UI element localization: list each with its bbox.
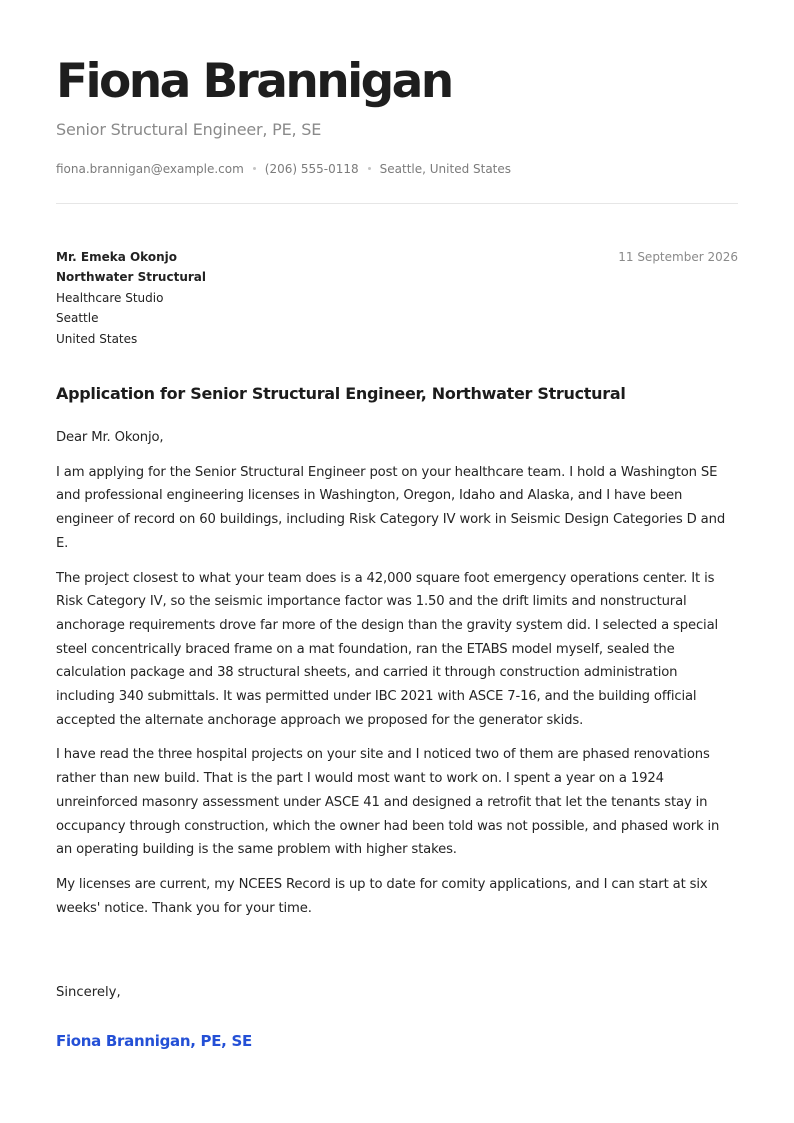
signature: Fiona Brannigan, PE, SE [56, 1032, 252, 1050]
contact-email: fiona.brannigan@example.com [56, 162, 244, 176]
recipient-name: Mr. Emeka Okonjo [56, 250, 177, 264]
contact-phone: (206) 555-0118 [264, 162, 359, 176]
separator-dot [253, 167, 256, 170]
applicant-name: Fiona Brannigan [56, 54, 452, 109]
body-paragraph: My licenses are current, my NCEES Record is up to date for comity applications, and I can start at six weeks' notice. Thank you for your time. [56, 876, 708, 916]
salutation: Dear Mr. Okonjo, [56, 430, 164, 445]
letter-body [56, 426, 738, 931]
separator-dot [368, 167, 371, 170]
recipient-block [56, 247, 206, 349]
contact-location: Seattle, United States [379, 162, 512, 176]
closing: Sincerely, [56, 985, 121, 1000]
body-paragraph: I am applying for the Senior Structural Engineer post on your healthcare team. I hold a Washington SE and professional engineering licenses in Washington, Oregon, Idaho and Alaska, and I have been engineer of record on 60 buildings, including Risk Category IV work in Seismic Design Categories D and E. [56, 464, 726, 551]
applicant-title: Senior Structural Engineer, PE, SE [56, 120, 322, 139]
recipient-company: Northwater Structural [56, 270, 206, 285]
contact-line [56, 160, 511, 178]
subject-line: Application for Senior Structural Engineer, Northwater Structural [56, 384, 626, 403]
letter-date: 11 September 2026 [618, 250, 738, 264]
recipient-country: United States [56, 331, 138, 346]
header-divider [56, 203, 738, 204]
body-paragraph: I have read the three hospital projects on your site and I noticed two of them are phased renovations rather than new build. That is the part I would most want to work on. I spent a year on a 1924 unreinforced masonry assessment under ASCE 41 and designed a retrofit that let the tenants stay in occupancy through construction, which the owner had been told was not possible, and phased work in an operating building is the same problem with higher stakes. [56, 747, 720, 858]
recipient-city: Seattle [56, 311, 99, 326]
recipient-department: Healthcare Studio [56, 290, 164, 305]
body-paragraph: The project closest to what your team does is a 42,000 square foot emergency operations center. It is Risk Category IV, so the seismic importance factor was 1.50 and the drift limits and nonstructural anchorage requirements drove far more of the design than the gravity system did. I selected a special steel concentrically braced frame on a mat foundation, ran the ETABS model myself, sealed the calculation package and 38 structural sheets, and carried it through construction administration including 340 submittals. It was permitted under IBC 2021 with ASCE 7-16, and the building official accepted the alternate anchorage approach we proposed for the generator skids. [56, 570, 719, 728]
